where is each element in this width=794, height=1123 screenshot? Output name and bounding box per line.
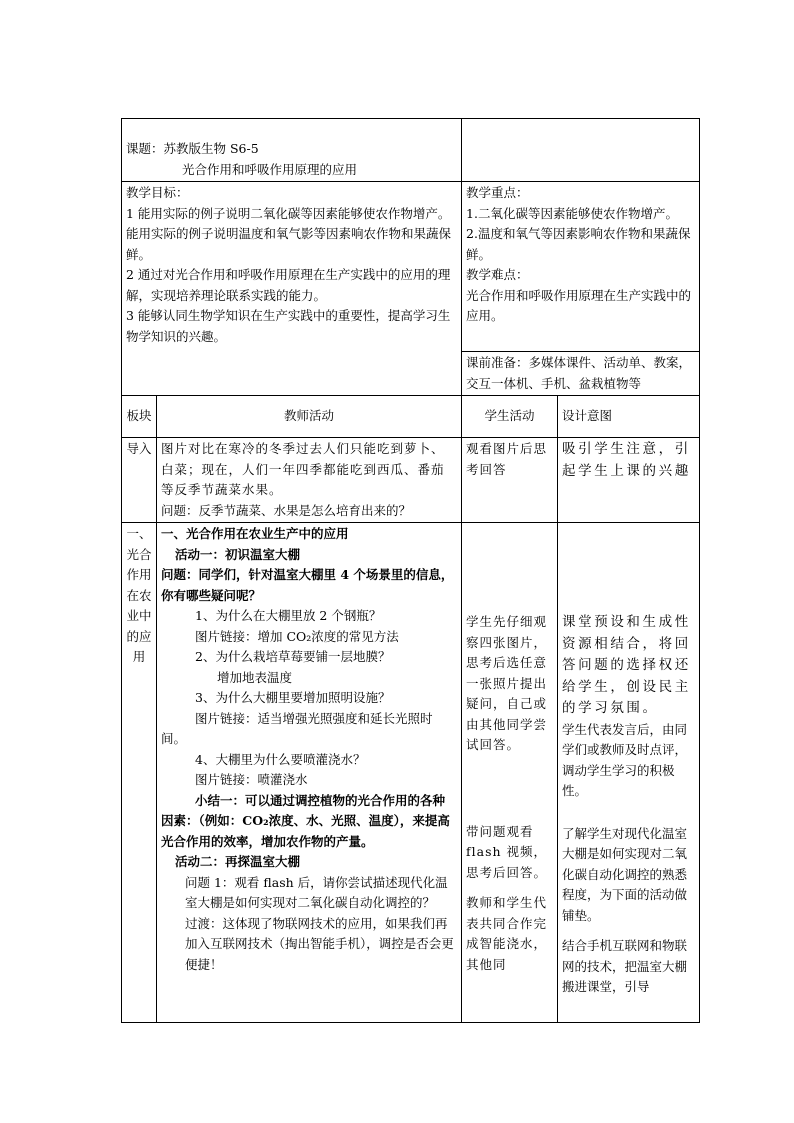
- scene-link-4: 图片链接：喷灌浇水: [195, 772, 308, 787]
- student-activity-3: 教师和学生代表共同合作完成智能浇水，其他同: [466, 895, 548, 972]
- course-title: 课题：苏教版生物 S6-5: [126, 141, 259, 156]
- preparation-text: 课前准备：多媒体课件、活动单、教案，交互一体机、手机、盆栽植物等: [466, 355, 692, 391]
- key-point-item: 2.温度和氧气等因素影响农作物和果蔬保鲜。: [466, 226, 691, 262]
- difficulty-text: 光合作用和呼吸作用原理在生产实践中的应用。: [466, 287, 692, 323]
- section-one-design-cell: [558, 523, 700, 1023]
- objective-item: 能用实际的例子说明温度和氧气影等因素响农作物和果蔬保鲜。: [126, 226, 452, 262]
- student-activity-2: 带问题观看 flash 视频，思考后回答。: [466, 823, 548, 880]
- activity-one-question: 问题：同学们，针对温室大棚里 4 个场景里的信息，你有哪些疑问呢？: [161, 567, 454, 603]
- activity-two-title: 活动二：再探温室大棚: [175, 854, 301, 869]
- activity-two-question: 问题 1：观看 flash 后，请你尝试描述现代化温室大棚是如何实现对二氧化碳自动化调控的？: [185, 874, 448, 910]
- column-header-design: 设计意图: [558, 396, 700, 438]
- lesson-plan-table: [121, 118, 700, 1023]
- objectives-cell: [122, 182, 462, 396]
- column-header-block: 板块: [122, 396, 157, 438]
- design-intent-2: 了解学生对现代化温室大棚是如何实现对二氧化碳自动化调控的熟悉程度，为下面的活动做铺垫。: [562, 825, 688, 923]
- intro-design-cell: [558, 438, 700, 523]
- section-one-teacher-cell: [157, 523, 462, 1023]
- objective-item: 1 能用实际的例子说明二氧化碳等因素能够使农作物增产。: [126, 205, 451, 221]
- difficulty-title: 教学难点：: [466, 267, 529, 282]
- intro-teacher-cell: [157, 438, 462, 523]
- key-points-cell: [462, 182, 700, 352]
- section-one-block: 一、光合作用在农业中的应用: [122, 523, 157, 1023]
- title-row: [122, 119, 700, 182]
- intro-student-text: 观看图片后思考回答: [466, 441, 548, 477]
- key-point-item: 1.二氧化碳等因素能够使农作物增产。: [466, 205, 678, 221]
- scene-link-1: 图片链接：增加 CO₂浓度的常见方法: [195, 628, 399, 644]
- intro-teacher-text: 图片对比在寒冷的冬季过去人们只能吃到萝卜、白菜；现在，人们一年四季都能吃到西瓜、番茄等反季节蔬菜水果。: [161, 441, 445, 497]
- objective-item: 3 能够认同生物学知识在生产实践中的重要性，提高学习生物学知识的兴趣。: [126, 308, 451, 344]
- section-one-row: [122, 523, 700, 1023]
- column-header-row: [122, 396, 700, 438]
- column-header-student: 学生活动: [462, 396, 558, 438]
- intro-block: 导入: [122, 438, 157, 523]
- scene-question-2: 2、为什么栽培草莓要铺一层地膜？: [195, 649, 391, 664]
- transition-text: 过渡：这体现了物联网技术的应用，如果我们再加入互联网技术（掏出智能手机），调控是否会更便捷！: [185, 915, 454, 972]
- scene-question-4: 4、大棚里为什么要喷灌浇水？: [195, 751, 366, 767]
- course-topic: 光合作用和呼吸作用原理的应用: [182, 161, 358, 177]
- scene-link-2: 增加地表温度: [217, 669, 293, 685]
- scene-question-1: 1、为什么在大棚里放 2 个钢瓶？: [195, 608, 382, 623]
- course-title-cell: [122, 119, 462, 182]
- student-activity-1: 学生先仔细观察四张图片，思考后选任意一张照片提出疑问，自己或由其他同学尝试回答。: [466, 614, 548, 752]
- scene-question-3: 3、为什么大棚里要增加照明设施？: [195, 690, 391, 705]
- column-header-teacher: 教师活动: [157, 396, 462, 438]
- activity-one-title: 活动一：初识温室大棚: [175, 546, 301, 562]
- section-one-student-cell: [462, 523, 558, 1023]
- design-intent-3: 结合手机互联网和物联网的技术，把温室大棚搬进课堂，引导: [562, 938, 688, 994]
- preparation-cell: [462, 352, 700, 396]
- design-intent-1b: 学生代表发言后，由同学们或教师及时点评，调动学生学习的积极性。: [562, 721, 688, 798]
- objectives-row: [122, 182, 700, 352]
- key-points-title: 教学重点：: [466, 185, 529, 200]
- summary-one: 小结一：可以通过调控植物的光合作用的各种因素：（例如：CO₂浓度、水、光照、温度），来提高光合作用的效率，增加农作物的产量。: [161, 792, 450, 849]
- objective-item: 2 通过对光合作用和呼吸作用原理在生产实践中的应用的理解，实现培养理论联系实践的能力。: [126, 267, 451, 303]
- intro-teacher-question: 问题：反季节蔬菜、水果是怎么培育出来的？: [161, 502, 412, 518]
- scene-link-3: 图片链接：适当增强光照强度和延长光照时间。: [161, 710, 433, 746]
- intro-design-text: 吸引学生注意，引起学生上课的兴趣: [562, 441, 691, 479]
- empty-header-cell: [462, 119, 700, 182]
- design-intent-1: 课堂预设和生成性资源相结合，将回答问题的选择权还给学生，创设民主的学习氛围。: [562, 614, 691, 716]
- objectives-title: 教学目标：: [126, 185, 189, 200]
- intro-student-cell: [462, 438, 558, 523]
- intro-row: [122, 438, 700, 523]
- section-heading: 一、光合作用在农业生产中的应用: [161, 526, 349, 541]
